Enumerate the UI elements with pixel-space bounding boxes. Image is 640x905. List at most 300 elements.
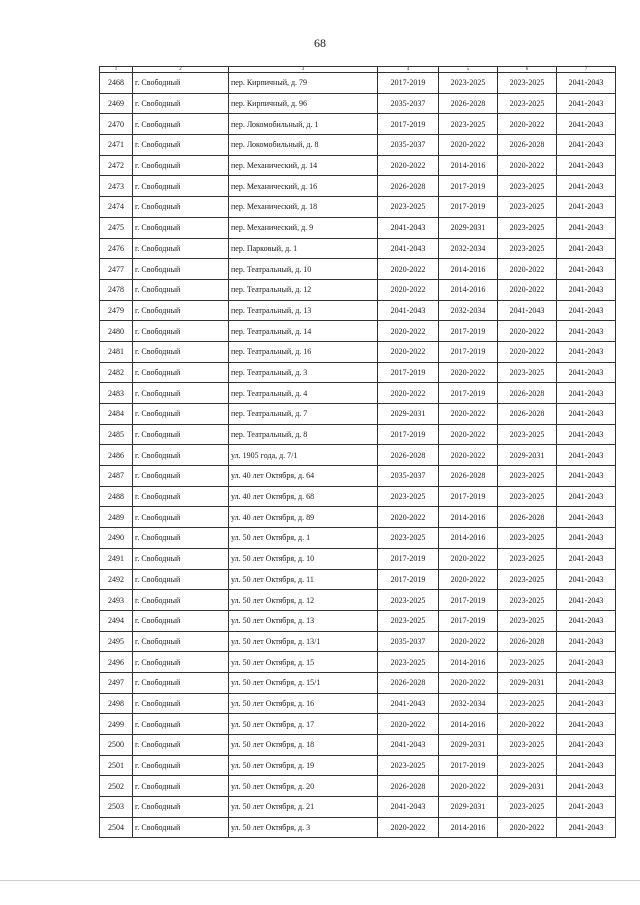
address-cell: пер. Театральный, д. 3: [229, 362, 378, 383]
period-cell: 2020-2022: [439, 404, 498, 425]
period-cell: 2023-2025: [378, 755, 439, 776]
period-cell: 2026-2028: [378, 445, 439, 466]
period-cell: 2041-2043: [557, 176, 616, 197]
page-bottom-line: [0, 880, 640, 881]
period-cell: 2020-2022: [378, 341, 439, 362]
row-number-cell: 2495: [100, 631, 133, 652]
row-number-cell: 2471: [100, 135, 133, 156]
city-cell: г. Свободный: [133, 486, 229, 507]
period-cell: 2029-2031: [498, 672, 557, 693]
period-cell: 2023-2025: [498, 652, 557, 673]
period-cell: 2023-2025: [498, 610, 557, 631]
row-number-cell: 2484: [100, 404, 133, 425]
address-cell: ул. 50 лет Октября, д. 10: [229, 548, 378, 569]
period-cell: 2023-2025: [378, 610, 439, 631]
period-cell: 2020-2022: [439, 631, 498, 652]
table-row: [100, 466, 616, 487]
period-cell: 2017-2019: [378, 114, 439, 135]
city-cell: г. Свободный: [133, 755, 229, 776]
row-number-cell: 2494: [100, 610, 133, 631]
period-cell: 2041-2043: [378, 797, 439, 818]
address-cell: ул. 50 лет Октября, д. 13/1: [229, 631, 378, 652]
period-cell: 2023-2025: [439, 73, 498, 94]
period-cell: 2023-2025: [498, 590, 557, 611]
period-cell: 2017-2019: [439, 341, 498, 362]
address-cell: ул. 50 лет Октября, д. 12: [229, 590, 378, 611]
period-cell: 2041-2043: [557, 776, 616, 797]
period-cell: 2023-2025: [498, 424, 557, 445]
city-cell: г. Свободный: [133, 321, 229, 342]
period-cell: 2014-2016: [439, 259, 498, 280]
period-cell: 2032-2034: [439, 693, 498, 714]
period-cell: 2023-2025: [378, 197, 439, 218]
city-cell: г. Свободный: [133, 693, 229, 714]
table-row: [100, 507, 616, 528]
period-cell: 2023-2025: [378, 652, 439, 673]
period-cell: 2017-2019: [378, 569, 439, 590]
city-cell: г. Свободный: [133, 652, 229, 673]
period-cell: 2026-2028: [498, 135, 557, 156]
column-number: 6: [498, 67, 557, 73]
address-cell: пер. Механический, д. 14: [229, 155, 378, 176]
period-cell: 2029-2031: [498, 776, 557, 797]
period-cell: 2020-2022: [378, 507, 439, 528]
period-cell: 2020-2022: [498, 321, 557, 342]
table-row: [100, 300, 616, 321]
period-cell: 2017-2019: [439, 486, 498, 507]
row-number-cell: 2489: [100, 507, 133, 528]
period-cell: 2041-2043: [557, 341, 616, 362]
address-cell: ул. 40 лет Октября, д. 68: [229, 486, 378, 507]
table-row: [100, 114, 616, 135]
city-cell: г. Свободный: [133, 797, 229, 818]
period-cell: 2041-2043: [557, 693, 616, 714]
address-cell: ул. 50 лет Октября, д. 15/1: [229, 672, 378, 693]
row-number-cell: 2491: [100, 548, 133, 569]
period-cell: 2032-2034: [439, 300, 498, 321]
period-cell: 2020-2022: [378, 155, 439, 176]
table-row: [100, 155, 616, 176]
period-cell: 2020-2022: [498, 341, 557, 362]
period-cell: 2026-2028: [498, 507, 557, 528]
row-number-cell: 2478: [100, 279, 133, 300]
period-cell: 2014-2016: [439, 528, 498, 549]
table-row: [100, 321, 616, 342]
table-row: [100, 135, 616, 156]
period-cell: 2017-2019: [439, 610, 498, 631]
city-cell: г. Свободный: [133, 176, 229, 197]
address-cell: ул. 50 лет Октября, д. 13: [229, 610, 378, 631]
table-row: [100, 528, 616, 549]
city-cell: г. Свободный: [133, 114, 229, 135]
table-row: [100, 445, 616, 466]
column-number: 7: [557, 67, 616, 73]
period-cell: 2020-2022: [378, 817, 439, 838]
period-cell: 2029-2031: [498, 445, 557, 466]
row-number-cell: 2501: [100, 755, 133, 776]
city-cell: г. Свободный: [133, 714, 229, 735]
period-cell: 2041-2043: [557, 321, 616, 342]
address-cell: ул. 50 лет Октября, д. 16: [229, 693, 378, 714]
period-cell: 2041-2043: [557, 197, 616, 218]
period-cell: 2041-2043: [557, 652, 616, 673]
row-number-cell: 2480: [100, 321, 133, 342]
period-cell: 2023-2025: [378, 486, 439, 507]
row-number-cell: 2503: [100, 797, 133, 818]
address-cell: пер. Театральный, д. 7: [229, 404, 378, 425]
register-table: [99, 66, 616, 838]
city-cell: г. Свободный: [133, 424, 229, 445]
period-cell: 2023-2025: [498, 735, 557, 756]
period-cell: 2041-2043: [557, 590, 616, 611]
row-number-cell: 2469: [100, 93, 133, 114]
row-number-cell: 2486: [100, 445, 133, 466]
period-cell: 2020-2022: [439, 672, 498, 693]
row-number-cell: 2476: [100, 238, 133, 259]
table-row: [100, 424, 616, 445]
table-row: [100, 259, 616, 280]
row-number-cell: 2475: [100, 217, 133, 238]
city-cell: г. Свободный: [133, 445, 229, 466]
address-cell: пер. Механический, д. 16: [229, 176, 378, 197]
period-cell: 2023-2025: [498, 548, 557, 569]
period-cell: 2020-2022: [378, 321, 439, 342]
period-cell: 2023-2025: [378, 590, 439, 611]
period-cell: 2026-2028: [498, 631, 557, 652]
city-cell: г. Свободный: [133, 197, 229, 218]
period-cell: 2014-2016: [439, 652, 498, 673]
address-cell: пер. Кирпичный, д. 79: [229, 73, 378, 94]
column-number: 2: [133, 67, 229, 73]
address-cell: ул. 50 лет Октября, д. 20: [229, 776, 378, 797]
address-cell: ул. 50 лет Октября, д. 15: [229, 652, 378, 673]
period-cell: 2014-2016: [439, 507, 498, 528]
address-cell: ул. 50 лет Октября, д. 3: [229, 817, 378, 838]
period-cell: 2020-2022: [439, 569, 498, 590]
row-number-cell: 2468: [100, 73, 133, 94]
address-cell: пер. Театральный, д. 12: [229, 279, 378, 300]
address-cell: ул. 50 лет Октября, д. 11: [229, 569, 378, 590]
table-row: [100, 73, 616, 94]
period-cell: 2023-2025: [498, 93, 557, 114]
address-cell: ул. 50 лет Октября, д. 19: [229, 755, 378, 776]
address-cell: пер. Локомобильный, д. 8: [229, 135, 378, 156]
period-cell: 2041-2043: [557, 383, 616, 404]
row-number-cell: 2500: [100, 735, 133, 756]
row-number-cell: 2498: [100, 693, 133, 714]
period-cell: 2023-2025: [498, 73, 557, 94]
page-number: 68: [314, 36, 326, 50]
period-cell: 2041-2043: [557, 73, 616, 94]
period-cell: 2026-2028: [378, 176, 439, 197]
city-cell: г. Свободный: [133, 548, 229, 569]
table-row: [100, 548, 616, 569]
city-cell: г. Свободный: [133, 631, 229, 652]
period-cell: 2014-2016: [439, 817, 498, 838]
period-cell: 2035-2037: [378, 93, 439, 114]
period-cell: 2029-2031: [439, 217, 498, 238]
period-cell: 2023-2025: [498, 197, 557, 218]
row-number-cell: 2493: [100, 590, 133, 611]
period-cell: 2017-2019: [439, 176, 498, 197]
address-cell: пер. Театральный, д. 10: [229, 259, 378, 280]
period-cell: 2026-2028: [498, 383, 557, 404]
period-cell: 2041-2043: [557, 238, 616, 259]
period-cell: 2020-2022: [498, 714, 557, 735]
period-cell: 2035-2037: [378, 135, 439, 156]
city-cell: г. Свободный: [133, 135, 229, 156]
period-cell: 2020-2022: [498, 259, 557, 280]
period-cell: 2023-2025: [498, 797, 557, 818]
period-cell: 2023-2025: [498, 466, 557, 487]
address-cell: пер. Локомобильный, д. 1: [229, 114, 378, 135]
period-cell: 2041-2043: [557, 755, 616, 776]
row-number-cell: 2496: [100, 652, 133, 673]
table-row: [100, 279, 616, 300]
city-cell: г. Свободный: [133, 590, 229, 611]
period-cell: 2017-2019: [378, 424, 439, 445]
table-row: [100, 383, 616, 404]
period-cell: 2023-2025: [498, 362, 557, 383]
column-number: 5: [439, 67, 498, 73]
city-cell: г. Свободный: [133, 507, 229, 528]
period-cell: 2020-2022: [498, 817, 557, 838]
row-number-cell: 2477: [100, 259, 133, 280]
table-row: [100, 735, 616, 756]
period-cell: 2014-2016: [439, 279, 498, 300]
period-cell: 2041-2043: [378, 217, 439, 238]
period-cell: 2041-2043: [557, 610, 616, 631]
period-cell: 2041-2043: [498, 300, 557, 321]
city-cell: г. Свободный: [133, 735, 229, 756]
row-number-cell: 2488: [100, 486, 133, 507]
period-cell: 2041-2043: [557, 362, 616, 383]
period-cell: 2041-2043: [557, 114, 616, 135]
city-cell: г. Свободный: [133, 300, 229, 321]
row-number-cell: 2483: [100, 383, 133, 404]
city-cell: г. Свободный: [133, 610, 229, 631]
period-cell: 2041-2043: [557, 569, 616, 590]
period-cell: 2032-2034: [439, 238, 498, 259]
period-cell: 2041-2043: [557, 507, 616, 528]
address-cell: пер. Театральный, д. 16: [229, 341, 378, 362]
row-number-cell: 2499: [100, 714, 133, 735]
table-row: [100, 693, 616, 714]
period-cell: 2041-2043: [557, 631, 616, 652]
period-cell: 2029-2031: [439, 797, 498, 818]
address-cell: пер. Театральный, д. 4: [229, 383, 378, 404]
address-cell: ул. 50 лет Октября, д. 21: [229, 797, 378, 818]
row-number-cell: 2497: [100, 672, 133, 693]
period-cell: 2020-2022: [439, 424, 498, 445]
table-row: [100, 755, 616, 776]
period-cell: 2041-2043: [557, 217, 616, 238]
table-row: [100, 631, 616, 652]
table-row: [100, 362, 616, 383]
address-cell: пер. Кирпичный, д. 96: [229, 93, 378, 114]
address-cell: ул. 1905 года, д. 7/1: [229, 445, 378, 466]
period-cell: 2041-2043: [378, 300, 439, 321]
address-cell: ул. 40 лет Октября, д. 89: [229, 507, 378, 528]
column-number: 3: [229, 67, 378, 73]
period-cell: 2026-2028: [439, 466, 498, 487]
period-cell: 2041-2043: [557, 528, 616, 549]
table-row: [100, 672, 616, 693]
table-row: [100, 569, 616, 590]
city-cell: г. Свободный: [133, 569, 229, 590]
row-number-cell: 2504: [100, 817, 133, 838]
period-cell: 2023-2025: [498, 217, 557, 238]
period-cell: 2017-2019: [439, 755, 498, 776]
period-cell: 2041-2043: [557, 424, 616, 445]
period-cell: 2017-2019: [378, 362, 439, 383]
address-cell: пер. Театральный, д. 13: [229, 300, 378, 321]
address-cell: ул. 50 лет Октября, д. 18: [229, 735, 378, 756]
table-row: [100, 776, 616, 797]
period-cell: 2041-2043: [557, 672, 616, 693]
period-cell: 2020-2022: [378, 259, 439, 280]
period-cell: 2017-2019: [439, 321, 498, 342]
city-cell: г. Свободный: [133, 259, 229, 280]
period-cell: 2026-2028: [439, 93, 498, 114]
period-cell: 2041-2043: [378, 693, 439, 714]
row-number-cell: 2479: [100, 300, 133, 321]
city-cell: г. Свободный: [133, 817, 229, 838]
city-cell: г. Свободный: [133, 404, 229, 425]
address-cell: пер. Механический, д. 9: [229, 217, 378, 238]
period-cell: 2017-2019: [439, 383, 498, 404]
period-cell: 2020-2022: [378, 714, 439, 735]
period-cell: 2020-2022: [439, 362, 498, 383]
period-cell: 2026-2028: [378, 672, 439, 693]
period-cell: 2020-2022: [439, 135, 498, 156]
period-cell: 2017-2019: [439, 590, 498, 611]
row-number-cell: 2490: [100, 528, 133, 549]
period-cell: 2041-2043: [557, 735, 616, 756]
row-number-cell: 2470: [100, 114, 133, 135]
table-row: [100, 797, 616, 818]
address-cell: ул. 40 лет Октября, д. 64: [229, 466, 378, 487]
period-cell: 2041-2043: [557, 466, 616, 487]
city-cell: г. Свободный: [133, 528, 229, 549]
city-cell: г. Свободный: [133, 279, 229, 300]
period-cell: 2023-2025: [498, 693, 557, 714]
table-row: [100, 817, 616, 838]
period-cell: 2020-2022: [378, 279, 439, 300]
period-cell: 2041-2043: [378, 735, 439, 756]
period-cell: 2023-2025: [498, 238, 557, 259]
period-cell: 2026-2028: [378, 776, 439, 797]
row-number-cell: 2487: [100, 466, 133, 487]
city-cell: г. Свободный: [133, 93, 229, 114]
table-row: [100, 238, 616, 259]
period-cell: 2029-2031: [439, 735, 498, 756]
city-cell: г. Свободный: [133, 155, 229, 176]
period-cell: 2041-2043: [557, 279, 616, 300]
table-row: [100, 714, 616, 735]
period-cell: 2041-2043: [557, 486, 616, 507]
table-row: [100, 486, 616, 507]
address-cell: пер. Механический, д. 18: [229, 197, 378, 218]
period-cell: 2041-2043: [557, 548, 616, 569]
table-row: [100, 197, 616, 218]
period-cell: 2041-2043: [557, 797, 616, 818]
city-cell: г. Свободный: [133, 341, 229, 362]
table-row: [100, 652, 616, 673]
address-cell: пер. Театральный, д. 8: [229, 424, 378, 445]
period-cell: 2023-2025: [498, 528, 557, 549]
period-cell: 2041-2043: [557, 259, 616, 280]
table-row: [100, 217, 616, 238]
address-cell: пер. Театральный, д. 14: [229, 321, 378, 342]
period-cell: 2020-2022: [498, 114, 557, 135]
row-number-cell: 2473: [100, 176, 133, 197]
period-cell: 2017-2019: [378, 548, 439, 569]
row-number-cell: 2492: [100, 569, 133, 590]
period-cell: 2035-2037: [378, 631, 439, 652]
period-cell: 2041-2043: [557, 93, 616, 114]
city-cell: г. Свободный: [133, 238, 229, 259]
row-number-cell: 2481: [100, 341, 133, 362]
period-cell: 2041-2043: [557, 155, 616, 176]
period-cell: 2041-2043: [557, 404, 616, 425]
address-cell: ул. 50 лет Октября, д. 1: [229, 528, 378, 549]
period-cell: 2026-2028: [498, 404, 557, 425]
address-cell: пер. Парковый, д. 1: [229, 238, 378, 259]
period-cell: 2023-2025: [378, 528, 439, 549]
period-cell: 2017-2019: [378, 73, 439, 94]
period-cell: 2020-2022: [498, 155, 557, 176]
table-row: [100, 610, 616, 631]
column-number: 1: [100, 67, 133, 73]
city-cell: г. Свободный: [133, 362, 229, 383]
period-cell: 2020-2022: [439, 548, 498, 569]
city-cell: г. Свободный: [133, 466, 229, 487]
city-cell: г. Свободный: [133, 73, 229, 94]
period-cell: 2041-2043: [378, 238, 439, 259]
period-cell: 2023-2025: [498, 569, 557, 590]
period-cell: 2041-2043: [557, 445, 616, 466]
address-cell: ул. 50 лет Октября, д. 17: [229, 714, 378, 735]
period-cell: 2020-2022: [498, 279, 557, 300]
table-row: [100, 341, 616, 362]
period-cell: 2014-2016: [439, 155, 498, 176]
period-cell: 2041-2043: [557, 714, 616, 735]
row-number-cell: 2502: [100, 776, 133, 797]
period-cell: 2029-2031: [378, 404, 439, 425]
city-cell: г. Свободный: [133, 776, 229, 797]
row-number-cell: 2472: [100, 155, 133, 176]
city-cell: г. Свободный: [133, 383, 229, 404]
table-row: [100, 93, 616, 114]
table-row: [100, 404, 616, 425]
column-number: 4: [378, 67, 439, 73]
row-number-cell: 2474: [100, 197, 133, 218]
period-cell: 2041-2043: [557, 135, 616, 156]
period-cell: 2023-2025: [498, 755, 557, 776]
table-row: [100, 590, 616, 611]
period-cell: 2014-2016: [439, 714, 498, 735]
period-cell: 2023-2025: [439, 114, 498, 135]
period-cell: 2023-2025: [498, 486, 557, 507]
city-cell: г. Свободный: [133, 672, 229, 693]
period-cell: 2041-2043: [557, 817, 616, 838]
period-cell: 2017-2019: [439, 197, 498, 218]
period-cell: 2041-2043: [557, 300, 616, 321]
row-number-cell: 2482: [100, 362, 133, 383]
period-cell: 2020-2022: [439, 445, 498, 466]
period-cell: 2020-2022: [439, 776, 498, 797]
